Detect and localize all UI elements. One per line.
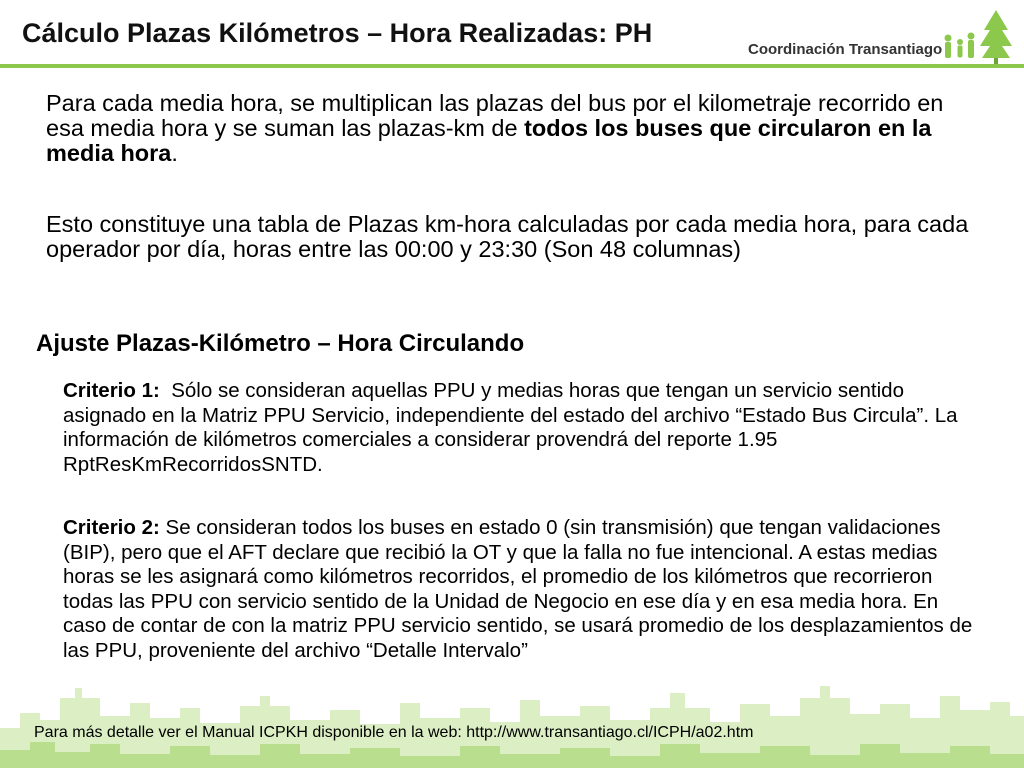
footer-note: Para más detalle ver el Manual ICPKH disponible en la web: http://www.transantiago.cl/ICPH/a02.htm — [34, 724, 754, 741]
section-heading: Ajuste Plazas-Kilómetro – Hora Circulando — [36, 330, 525, 357]
family-tree-logo-icon — [938, 8, 1018, 66]
criterio-2-label: Criterio 2: — [63, 516, 160, 539]
criterio-1-label: Criterio 1: — [63, 379, 160, 402]
criterio-1-text: Sólo se consideran aquellas PPU y medias horas que tengan un servicio sentido asignado en la Matriz PPU Servicio, independiente del estado del archivo “Estado Bus Circula”. La información de kilómetros comerciales a considerar provendrá del reporte 1.95 RptResKmRecorridosSNTD. — [63, 379, 964, 476]
city-skyline-decoration — [0, 658, 1024, 768]
criterio-2-text: Se consideran todos los buses en estado 0 (sin transmisión) que tengan validaciones (BIP), pero que el AFT declare que recibió la OT y que la falla no fue intencional. A estas medias horas se les asignará como kilómetros recorridos, el promedio de los kilómetros que recorrieron todas las PPU con servicio sentido de la Unidad de Negocio en ese día y en esa media hora. En caso de contar de con la matriz PPU servicio sentido, se usará promedio de los desplazamientos de las PPU, proveniente del archivo “Detalle Intervalo” — [63, 516, 973, 662]
brand-name: Coordinación Transantiago — [748, 41, 943, 58]
paragraph-plazas-km: Para cada media hora, se multiplican las plazas del bus por el kilometraje recorrido en esa media hora y se suman las plazas-km de todos los buses que circularon en la media hora. — [46, 90, 944, 166]
criterio-1-paragraph — [63, 379, 983, 477]
header-divider — [0, 64, 1024, 68]
slide-title: Cálculo Plazas Kilómetros – Hora Realizadas: PH — [22, 18, 653, 48]
criterio-2-paragraph — [63, 516, 983, 663]
paragraph-tabla: Esto constituye una tabla de Plazas km-hora calculadas por cada media hora, para cada operador por día, horas entre las 00:00 y 23:30 (Son 48 columnas) — [46, 211, 969, 262]
emphasis-text: todos los buses que circularon en la media hora — [46, 115, 932, 166]
